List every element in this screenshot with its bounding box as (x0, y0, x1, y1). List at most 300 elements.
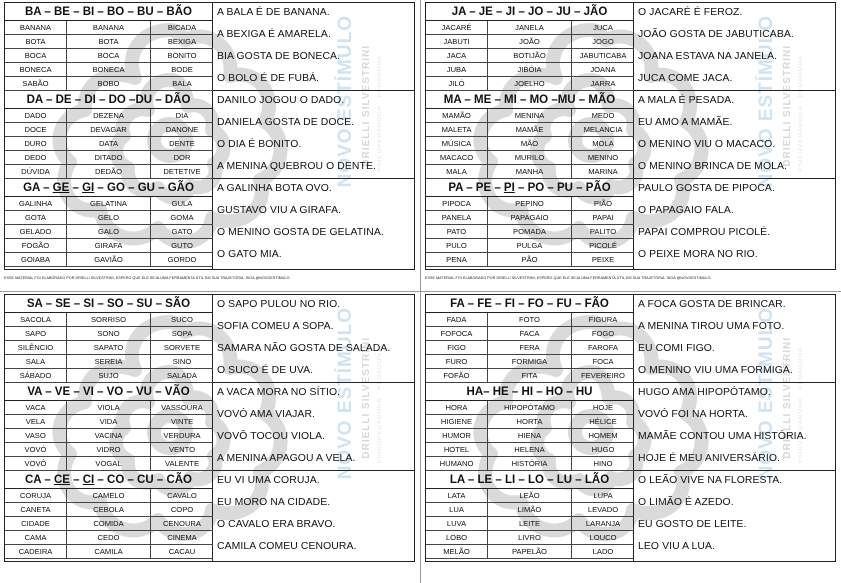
sentence: SAMARA NÃO GOSTA DE SALADA. (217, 343, 391, 354)
word-cell: FACA (488, 327, 572, 341)
word-cell: LARANJA (572, 517, 634, 531)
word-cell: FORMIGA (488, 355, 572, 369)
card-s-v-c (0, 292, 420, 583)
word-cell: LIVRO (488, 531, 572, 545)
watermark-role: PSICOPEDAGOGA · PEDAGOGA (798, 347, 804, 464)
word-cell: BONECA (5, 63, 67, 77)
word-cell: FURO (426, 355, 488, 369)
watermark-role: PSICOPEDAGOGA · PEDAGOGA (377, 347, 383, 464)
word-cell: CACAU (151, 545, 213, 559)
word-cell: FADA (426, 313, 488, 327)
word-cell: CADEIRA (5, 545, 67, 559)
word-cell: HUGO (572, 443, 634, 457)
word-cell: JANELA (488, 21, 572, 35)
word-cell: VENTO (151, 443, 213, 457)
card-b-d-g (0, 0, 420, 291)
sentence: VOVÓ FOI NA HORTA. (638, 409, 748, 420)
sentence: JUCA COME JACA. (638, 73, 733, 84)
word-cell: VERDURA (151, 429, 213, 443)
sentence: O LIMÃO É AZEDO. (638, 497, 734, 508)
word-cell: VELA (5, 415, 67, 429)
sentence: DANIELA GOSTA DE DOCE. (217, 117, 355, 128)
word-cell: CIDADE (5, 517, 67, 531)
word-cell: VASSOURA (151, 401, 213, 415)
word-cell: FOCA (572, 355, 634, 369)
word-cell: LEÃO (488, 489, 572, 503)
syllable-section (426, 179, 835, 269)
sentence-list (217, 3, 412, 90)
sentence: A GALINHA BOTA OVO. (217, 183, 332, 194)
sentence: EU AMO A MAMÃE. (638, 117, 733, 128)
watermark-role: PSICOPEDAGOGA · PEDAGOGA (798, 55, 804, 172)
sentence: O PAPAGAIO FALA. (638, 205, 734, 216)
word-cell: DÚVIDA (5, 165, 67, 179)
word-grid (5, 197, 212, 267)
word-cell: SONO (67, 327, 151, 341)
syllable-section (5, 179, 414, 269)
word-cell: DURO (5, 137, 67, 151)
word-cell: BONITO (151, 49, 213, 63)
sentence: GUSTAVO VIU A GIRAFA. (217, 205, 342, 216)
syllable-section (5, 471, 414, 561)
syllable-text: – (69, 474, 83, 486)
word-cell: MELANCIA (572, 123, 634, 137)
word-grid (426, 489, 633, 559)
word-cell: DEVAGAR (67, 123, 151, 137)
sentence-list (638, 91, 833, 178)
sentence: CAMILA COMEU CENOURA. (217, 541, 357, 552)
word-grid (5, 109, 212, 179)
word-cell: JACARÉ (426, 21, 488, 35)
word-cell: GATO (151, 225, 213, 239)
word-cell: CAVALO (151, 489, 213, 503)
watermark-author: DRIELLI SILVESTRINI (361, 45, 372, 167)
word-cell: DIA (151, 109, 213, 123)
syllable-text: – PO – PU – PÃO (514, 182, 611, 194)
word-cell: BOCA (5, 49, 67, 63)
sentence: O MENINO VIU O MACACO. (638, 139, 776, 150)
word-cell: DETETIVE (151, 165, 213, 179)
word-grid (5, 21, 212, 91)
sentence: O SUCO É DE UVA. (217, 365, 314, 376)
word-cell: PULGA (488, 239, 572, 253)
word-grid (426, 109, 633, 179)
sentence: A FOCA GOSTA DE BRINCAR. (638, 299, 786, 310)
sentence: O LEÃO VIVE NA FLORESTA. (638, 475, 783, 486)
sentence-list (217, 471, 412, 561)
word-cell: LATA (426, 489, 488, 503)
syllable-text: HA– HE – HI – HO – HU (466, 386, 593, 398)
word-cell: HUMANO (426, 457, 488, 471)
word-cell: VIDA (67, 415, 151, 429)
word-cell: SACOLA (5, 313, 67, 327)
sentence-list (638, 3, 833, 90)
word-cell: JARRA (572, 77, 634, 91)
word-cell: COPO (151, 503, 213, 517)
word-grid (5, 401, 212, 471)
syllable-text: JA – JE – JI – JO – JU – JÃO (451, 6, 608, 18)
word-cell: CAMA (5, 531, 67, 545)
word-cell: CEBOLA (67, 503, 151, 517)
word-grid (426, 313, 633, 383)
sentence: A BALA É DE BANANA. (217, 7, 330, 18)
word-cell: SAPO (5, 327, 67, 341)
word-cell: JUBA (426, 63, 488, 77)
word-grid (5, 489, 212, 559)
sentence: PAULO GOSTA DE PIPOCA. (638, 183, 775, 194)
word-table (426, 91, 634, 178)
word-cell: PENA (426, 253, 488, 267)
word-cell: VALENTE (151, 457, 213, 471)
sentence: PAPAI COMPROU PICOLÉ. (638, 227, 771, 238)
word-cell: VOGAL (67, 457, 151, 471)
word-cell: SORRISO (67, 313, 151, 327)
word-cell: GOIABA (5, 253, 67, 267)
sentence-list (638, 471, 833, 561)
syllable-header (426, 295, 633, 313)
watermark-brand: NOVO ESTÍMULO (756, 307, 777, 480)
word-cell: COMIDA (67, 517, 151, 531)
word-cell: BOTA (67, 35, 151, 49)
syllable-text: GA – (23, 182, 53, 194)
word-cell: GELATINA (67, 197, 151, 211)
word-cell: DADO (5, 109, 67, 123)
word-cell: BODE (151, 63, 213, 77)
word-cell: PEIXE (572, 253, 634, 267)
word-cell: MOLA (572, 137, 634, 151)
word-cell: MARINA (572, 165, 634, 179)
word-cell: HIENA (488, 429, 572, 443)
word-cell: PEPINO (488, 197, 572, 211)
watermark-brand: NOVO ESTÍMULO (335, 307, 356, 480)
word-cell: GOTA (5, 211, 67, 225)
word-cell: VOVÔ (5, 457, 67, 471)
sentence: A MALA É PESADA. (638, 95, 735, 106)
word-cell: HOMEM (572, 429, 634, 443)
word-cell: LEVADO (572, 503, 634, 517)
word-cell: DITADO (67, 151, 151, 165)
word-cell: MURILO (488, 151, 572, 165)
syllable-text: MA – ME – MI – MO –MU – MÃO (443, 94, 616, 106)
sentence: A MENINA TIROU UMA FOTO. (638, 321, 785, 332)
word-cell: JOGO (572, 35, 634, 49)
sentence: BIA GOSTA DE BONECA. (217, 51, 341, 62)
word-table (5, 91, 213, 178)
word-cell: HIPOPÓTAMO (488, 401, 572, 415)
word-cell: DANONE (151, 123, 213, 137)
syllable-text: – CO – CU – CÃO (94, 474, 193, 486)
word-cell: DEZENA (67, 109, 151, 123)
watermark-brand: NOVO ESTÍMULO (756, 15, 777, 188)
word-cell: GOMA (151, 211, 213, 225)
word-cell: CORUJA (5, 489, 67, 503)
syllable-header (5, 3, 212, 21)
word-cell: SUJO (67, 369, 151, 383)
syllable-section (426, 295, 835, 383)
sentence: O SAPO PULOU NO RIO. (217, 299, 341, 310)
word-cell: SABÃO (5, 77, 67, 91)
word-cell: BEXIGA (151, 35, 213, 49)
sentence-list (217, 295, 412, 382)
word-cell: JILÓ (426, 77, 488, 91)
word-cell: MENINO (572, 151, 634, 165)
syllable-header (5, 91, 212, 109)
syllable-underlined: GE (52, 182, 70, 194)
word-cell: LOUCO (572, 531, 634, 545)
word-cell: LUVA (426, 517, 488, 531)
word-cell: PÃO (488, 253, 572, 267)
sentence: O BOLO É DE FUBÁ. (217, 73, 320, 84)
word-cell: CINEMA (151, 531, 213, 545)
footer-credit: ESSE MATERIAL FOI ELABORADO POR DRIELLI SILVESTRINI, ESPERO QUE ELE SEJA UMA FERRAMENTA ÚTIL EM SUA TRAJETÓRIA. SIGA @NOVOESTIMULO. (425, 276, 712, 280)
word-cell: LEITE (488, 517, 572, 531)
sentence: O GATO MIA. (217, 249, 282, 260)
word-cell: LADO (572, 545, 634, 559)
word-cell: FIGURA (572, 313, 634, 327)
word-cell: BOCA (67, 49, 151, 63)
syllable-text: SA – SE – SI – SO – SU – SÃO (26, 298, 191, 310)
watermark-role: PSICOPEDAGOGA · PEDAGOGA (377, 55, 383, 172)
syllable-text: DA – DE – DI – DO –DU – DÃO (26, 94, 191, 106)
word-cell: PULO (426, 239, 488, 253)
word-cell: SUCO (151, 313, 213, 327)
word-cell: CAMILA (67, 545, 151, 559)
word-cell: GORDO (151, 253, 213, 267)
syllable-section (5, 383, 414, 471)
word-cell: JACA (426, 49, 488, 63)
word-cell: PIÃO (572, 197, 634, 211)
sentence: VOVÓ AMA VIAJAR. (217, 409, 316, 420)
word-table (426, 3, 634, 90)
word-cell: PIPOCA (426, 197, 488, 211)
syllable-text: CA – (24, 474, 54, 486)
word-cell: FOGÃO (5, 239, 67, 253)
word-cell: MACACO (426, 151, 488, 165)
word-cell: MÃO (488, 137, 572, 151)
word-cell: LOBO (426, 531, 488, 545)
syllable-text: LA – LE – LI – LO – LU – LÃO (449, 474, 610, 486)
word-cell: FOFOCA (426, 327, 488, 341)
sentence-list (638, 179, 833, 269)
word-cell: BALA (151, 77, 213, 91)
syllable-section (426, 383, 835, 471)
word-cell: JOÃO (488, 35, 572, 49)
word-cell: SAPATO (67, 341, 151, 355)
word-cell: PAPAGAIO (488, 211, 572, 225)
syllable-header (426, 383, 633, 401)
syllable-header (426, 3, 633, 21)
sentence: O MENINO VIU UMA FORMIGA. (638, 365, 793, 376)
word-cell: FAROFA (572, 341, 634, 355)
word-cell: PATO (426, 225, 488, 239)
sentence: MAMÃE CONTOU UMA HISTÓRIA. (638, 431, 807, 442)
sentence: O DIA É BONITO. (217, 139, 302, 150)
word-cell: DOCE (5, 123, 67, 137)
word-table (5, 471, 213, 561)
syllable-header (5, 383, 212, 401)
word-cell: FOFÃO (426, 369, 488, 383)
word-cell: JUCA (572, 21, 634, 35)
word-cell: FIGO (426, 341, 488, 355)
syllable-text: – (69, 182, 83, 194)
syllable-header (5, 471, 212, 489)
word-cell: MAMÃO (426, 109, 488, 123)
word-cell: CENOURA (151, 517, 213, 531)
word-table (5, 295, 213, 382)
sentence: LEO VIU A LUA. (638, 541, 716, 552)
word-cell: HORTA (488, 415, 572, 429)
sentence: A BEXIGA É AMARELA. (217, 29, 331, 40)
sentence: SOFIA COMEU A SOPA. (217, 321, 334, 332)
sentence: EU COMI FIGO. (638, 343, 715, 354)
word-cell: PALITO (572, 225, 634, 239)
word-cell: MEDO (572, 109, 634, 123)
word-cell: BOBO (67, 77, 151, 91)
word-cell: DOR (151, 151, 213, 165)
word-grid (426, 401, 633, 471)
word-cell: HINO (572, 457, 634, 471)
word-grid (5, 313, 212, 383)
sentence-list (217, 383, 412, 470)
word-cell: GAVIÃO (67, 253, 151, 267)
word-cell: GELADO (5, 225, 67, 239)
word-cell: HUMOR (426, 429, 488, 443)
sentence-list (217, 91, 412, 178)
card-f-h-l (421, 292, 841, 583)
word-cell: FITA (488, 369, 572, 383)
word-cell: LUPA (572, 489, 634, 503)
word-cell: MÚSICA (426, 137, 488, 151)
word-cell: BANANA (5, 21, 67, 35)
word-grid (426, 21, 633, 91)
watermark-author: DRIELLI SILVESTRINI (361, 337, 372, 459)
word-cell: SALA (5, 355, 67, 369)
word-cell: MANHA (488, 165, 572, 179)
word-cell: JIBÓIA (488, 63, 572, 77)
syllable-text: – GO – GU – GÃO (94, 182, 194, 194)
word-cell: HIGIENE (426, 415, 488, 429)
sentence: DANILO JOGOU O DADO. (217, 95, 345, 106)
word-cell: FOTO (488, 313, 572, 327)
word-cell: FEVEREIRO (572, 369, 634, 383)
word-grid (426, 197, 633, 267)
word-table (426, 471, 634, 561)
sentence-list (638, 295, 833, 382)
syllable-text: BA – BE – BI – BO – BU – BÃO (24, 6, 192, 18)
sentence: EU VI UMA CORUJA. (217, 475, 320, 486)
word-cell: PAPELÃO (488, 545, 572, 559)
word-cell: PANELA (426, 211, 488, 225)
word-cell: SOPA (151, 327, 213, 341)
word-cell: DATA (67, 137, 151, 151)
word-cell: SÁBADO (5, 369, 67, 383)
sentence-list (638, 383, 833, 470)
syllable-header (5, 295, 212, 313)
word-table (5, 3, 213, 90)
word-cell: JOELHO (488, 77, 572, 91)
syllable-underlined: CE (53, 474, 70, 486)
sentence: EU MORO NA CIDADE. (217, 497, 331, 508)
syllable-text: PA – PE – (448, 182, 504, 194)
word-table (426, 179, 634, 269)
word-cell: SORVETE (151, 341, 213, 355)
syllable-section (5, 91, 414, 179)
sentence: O MENINO BRINCA DE MOLA. (638, 161, 788, 172)
word-cell: CAMELO (67, 489, 151, 503)
syllable-text: FA – FE – FI – FO – FU – FÃO (450, 298, 609, 310)
word-cell: DEDO (5, 151, 67, 165)
watermark-brand: NOVO ESTÍMULO (335, 15, 356, 188)
word-cell: GALO (67, 225, 151, 239)
syllable-section (5, 295, 414, 383)
footer-credit: ESSE MATERIAL FOI ELABORADO POR DRIELLI SILVESTRINI, ESPERO QUE ELE SEJA UMA FERRAMENTA ÚTIL EM SUA TRAJETÓRIA. SIGA @NOVOESTIMULO. (4, 276, 291, 280)
word-cell: DENTE (151, 137, 213, 151)
word-cell: GIRAFA (67, 239, 151, 253)
syllable-section (426, 91, 835, 179)
word-cell: HOTEL (426, 443, 488, 457)
word-cell: GALINHA (5, 197, 67, 211)
word-cell: SEREIA (67, 355, 151, 369)
word-cell: BICADA (151, 21, 213, 35)
word-cell: HÉLICE (572, 415, 634, 429)
sentence: EU GOSTO DE LEITE. (638, 519, 747, 530)
syllable-header (5, 179, 212, 197)
word-table (426, 295, 634, 382)
syllable-header (426, 471, 633, 489)
word-cell: VACA (5, 401, 67, 415)
syllable-section (426, 3, 835, 91)
word-cell: GULA (151, 197, 213, 211)
word-cell: POMADA (488, 225, 572, 239)
word-cell: CEDO (67, 531, 151, 545)
watermark-author: DRIELLI SILVESTRINI (782, 45, 793, 167)
sentence: O JACARÉ É FEROZ. (638, 7, 743, 18)
word-cell: BANANA (67, 21, 151, 35)
sentence: HOJE É MEU ANIVERSÁRIO. (638, 453, 781, 464)
word-cell: CANETA (5, 503, 67, 517)
word-cell: VOVÓ (5, 443, 67, 457)
word-cell: BOTA (5, 35, 67, 49)
word-cell: SILÊNCIO (5, 341, 67, 355)
word-cell: FOGO (572, 327, 634, 341)
word-cell: JABUTICABA (572, 49, 634, 63)
word-cell: BOTIJÃO (488, 49, 572, 63)
word-table (5, 383, 213, 470)
sentence: O CAVALO ERA BRAVO. (217, 519, 336, 530)
sentence: O PEIXE MORA NO RIO. (638, 249, 758, 260)
sentence: VOVÔ TOCOU VIOLA. (217, 431, 326, 442)
word-cell: HELENA (488, 443, 572, 457)
sentence: HUGO AMA HIPOPÓTAMO. (638, 387, 771, 398)
word-cell: VASO (5, 429, 67, 443)
word-cell: MALA (426, 165, 488, 179)
word-cell: PICOLÉ (572, 239, 634, 253)
word-cell: FERA (488, 341, 572, 355)
word-cell: JOANA (572, 63, 634, 77)
word-cell: VIOLA (67, 401, 151, 415)
sentence: O MENINO GOSTA DE GELATINA. (217, 227, 384, 238)
sentence: A MENINA QUEBROU O DENTE. (217, 161, 376, 172)
syllable-section (5, 3, 414, 91)
word-cell: DEDÃO (67, 165, 151, 179)
sentence: A VACA MORA NO SÍTIO. (217, 387, 341, 398)
word-cell: HISTÓRIA (488, 457, 572, 471)
word-cell: HORA (426, 401, 488, 415)
sentence: A MENINA APAGOU A VELA. (217, 453, 356, 464)
word-cell: MAMÃE (488, 123, 572, 137)
word-cell: BONECA (67, 63, 151, 77)
word-cell: GELO (67, 211, 151, 225)
